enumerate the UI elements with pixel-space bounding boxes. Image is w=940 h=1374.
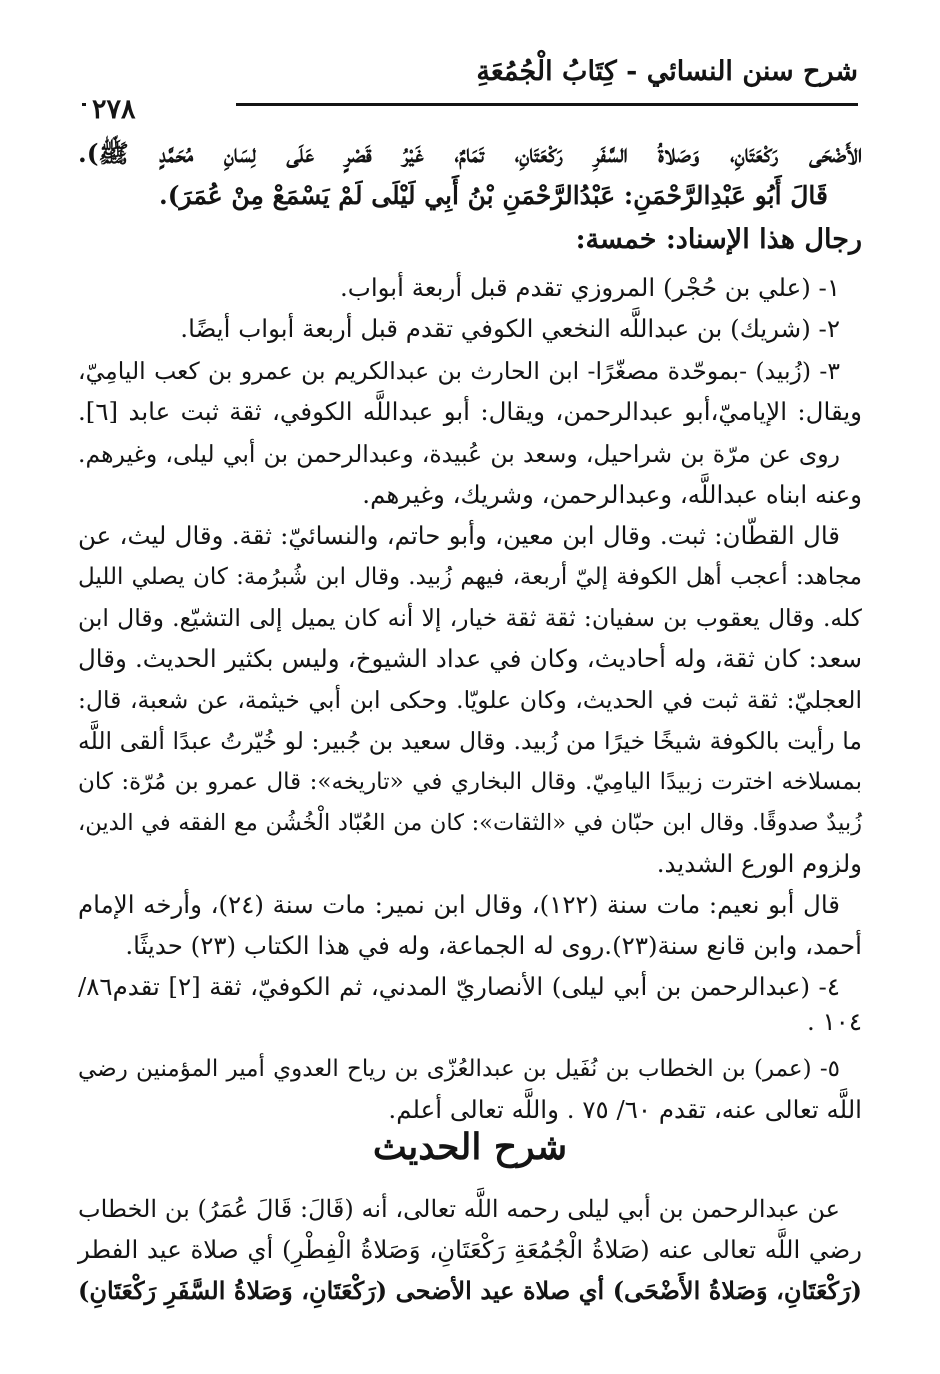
section-heading: شرح الحديث: [372, 1126, 568, 1168]
narrator-entry: ٥- (عمر) بن الخطاب بن نُفَيل بن عبدالعُزّى بن رياح العدوي أمير المؤمنين رضي: [78, 1056, 840, 1082]
text-line: بمسلاخه اخترت زبيدًا اليامِيّ. وقال البخاري في «تاريخه»: قال عمرو بن مُرّة: كان: [78, 769, 862, 795]
text-line: كله. وقال يعقوب بن سفيان: ثقة ثقة خيار، إلا أنه كان يميل إلى التشيّع. وقال ابن: [78, 604, 862, 632]
narrator-entry: ٤- (عبدالرحمن بن أبي ليلى) الأنصاريّ المدني، ثم الكوفيّ، ثقة [٢] تقدم٨٦/: [78, 972, 840, 1001]
text-line: ١٠٤ .: [806, 1007, 862, 1036]
text-line: قال القطّان: ثبت. وقال ابن معين، وأبو حاتم، والنسائيّ: ثقة. وقال ليث، عن: [78, 521, 840, 550]
text-line: سعد: كان ثقة، وله أحاديث، وكان في عداد الشيوخ، وليس بكثير الحديث. وقال: [78, 644, 862, 673]
text-line: ولزوم الورع الشديد.: [656, 849, 862, 878]
narrator-entry: ٢- (شريك) بن عبداللَّه النخعي الكوفي تقدم قبل أربعة أبواب أيضًا.: [180, 314, 840, 343]
commentary-line: عن عبدالرحمن بن أبي ليلى رحمه اللَّه تعالى، أنه (قَالَ: قَالَ عُمَرُ) بن الخطاب: [78, 1195, 841, 1223]
text-line: اللَّه تعالى عنه، تقدم ٦٠/ ٧٥ . واللَّه تعالى أعلم.: [388, 1095, 862, 1124]
text-line: قال أبو نعيم: مات سنة (١٢٢)، وقال ابن نمير: مات سنة (٢٤)، وأرخه الإمام: [78, 890, 841, 919]
hadith-line: قَالَ أَبُو عَبْدِالرَّحْمَنِ: عَبْدُالرَّحْمَنِ بْنُ أَبِي لَيْلَى لَمْ يَسْمَعْ مِنْ عُمَرَ).: [159, 181, 828, 210]
text-line: مجاهد: أعجب أهل الكوفة إليّ أربعة، فيهم زُبيد. وقال ابن شُبرُمة: كان يصلي الليل: [78, 564, 862, 590]
narrator-entry: ٣- (زُبيد) -بموحّدة مصغّرًا- ابن الحارث بن عبدالكريم بن عمرو بن كعب اليامِيّ،: [78, 357, 840, 385]
section-subheading: رجال هذا الإسناد: خمسة:: [575, 224, 862, 255]
text-line: زُبيدٌ صدوقًا. وقال ابن حبّان في «الثقات»: كان من العُبّاد الْخُشُن مع الفقه في الدين،: [78, 810, 862, 836]
commentary-line: رضي اللَّه تعالى عنه (صَلاةُ الْجُمُعَةِ رَكْعَتَانِ، وَصَلاةُ الْفِطْرِ) أي صلاة عيد الفطر: [78, 1235, 862, 1264]
text-line: روى عن مرّة بن شراحيل، وسعد بن عُبيدة، وعبدالرحمن بن أبي ليلى، وغيرهم.: [78, 440, 840, 468]
text-line: العجليّ: ثقة ثبت في الحديث، وكان علويّا. وحكى ابن أبي خيثمة، عن شعبة، قال:: [78, 686, 862, 714]
text-line: أحمد، وابن قانع سنة(٢٣).روى له الجماعة، وله في هذا الكتاب (٢٣) حديثًا.: [125, 931, 862, 960]
narrator-entry: ١- (علي بن حُجْر) المروزي تقدم قبل أربعة أبواب.: [339, 273, 840, 302]
page-number: ٢٧٨: [92, 94, 136, 125]
text-line: وعنه ابناه عبداللَّه، وعبدالرحمن، وشريك، وغيرهم.: [362, 480, 862, 509]
running-header-title: شرح سنن النسائي - كِتَابُ الْجُمُعَةِ: [476, 56, 858, 87]
commentary-line: (رَكْعَتَانِ، وَصَلاةُ الأَضْحَى) أي صلاة عيد الأضحى (رَكْعَتَانِ، وَصَلاةُ السَّفَرِ رَكْعَتَانِ): [78, 1276, 862, 1305]
text-line: ويقال: الإياميّ،أبو عبدالرحمن، ويقال: أبو عبداللَّه الكوفي، ثقة ثبت عابد [٦].: [78, 397, 862, 426]
text-line: ما رأيت بالكوفة شيخًا خيرًا من زُبيد. وقال سعيد بن جُبير: لو خُيّرتُ عبدًا ألقى اللَّه: [78, 727, 862, 755]
hadith-line: الأَضْحَى رَكْعَتَانِ، وَصَلاةُ السَّفَرِ رَكْعَتَانِ، تَمَامٌ، غَيْرُ قَصْرٍ عَلَى لِسَانِ مُحَمَّدٍ ﷺ).: [78, 139, 862, 168]
